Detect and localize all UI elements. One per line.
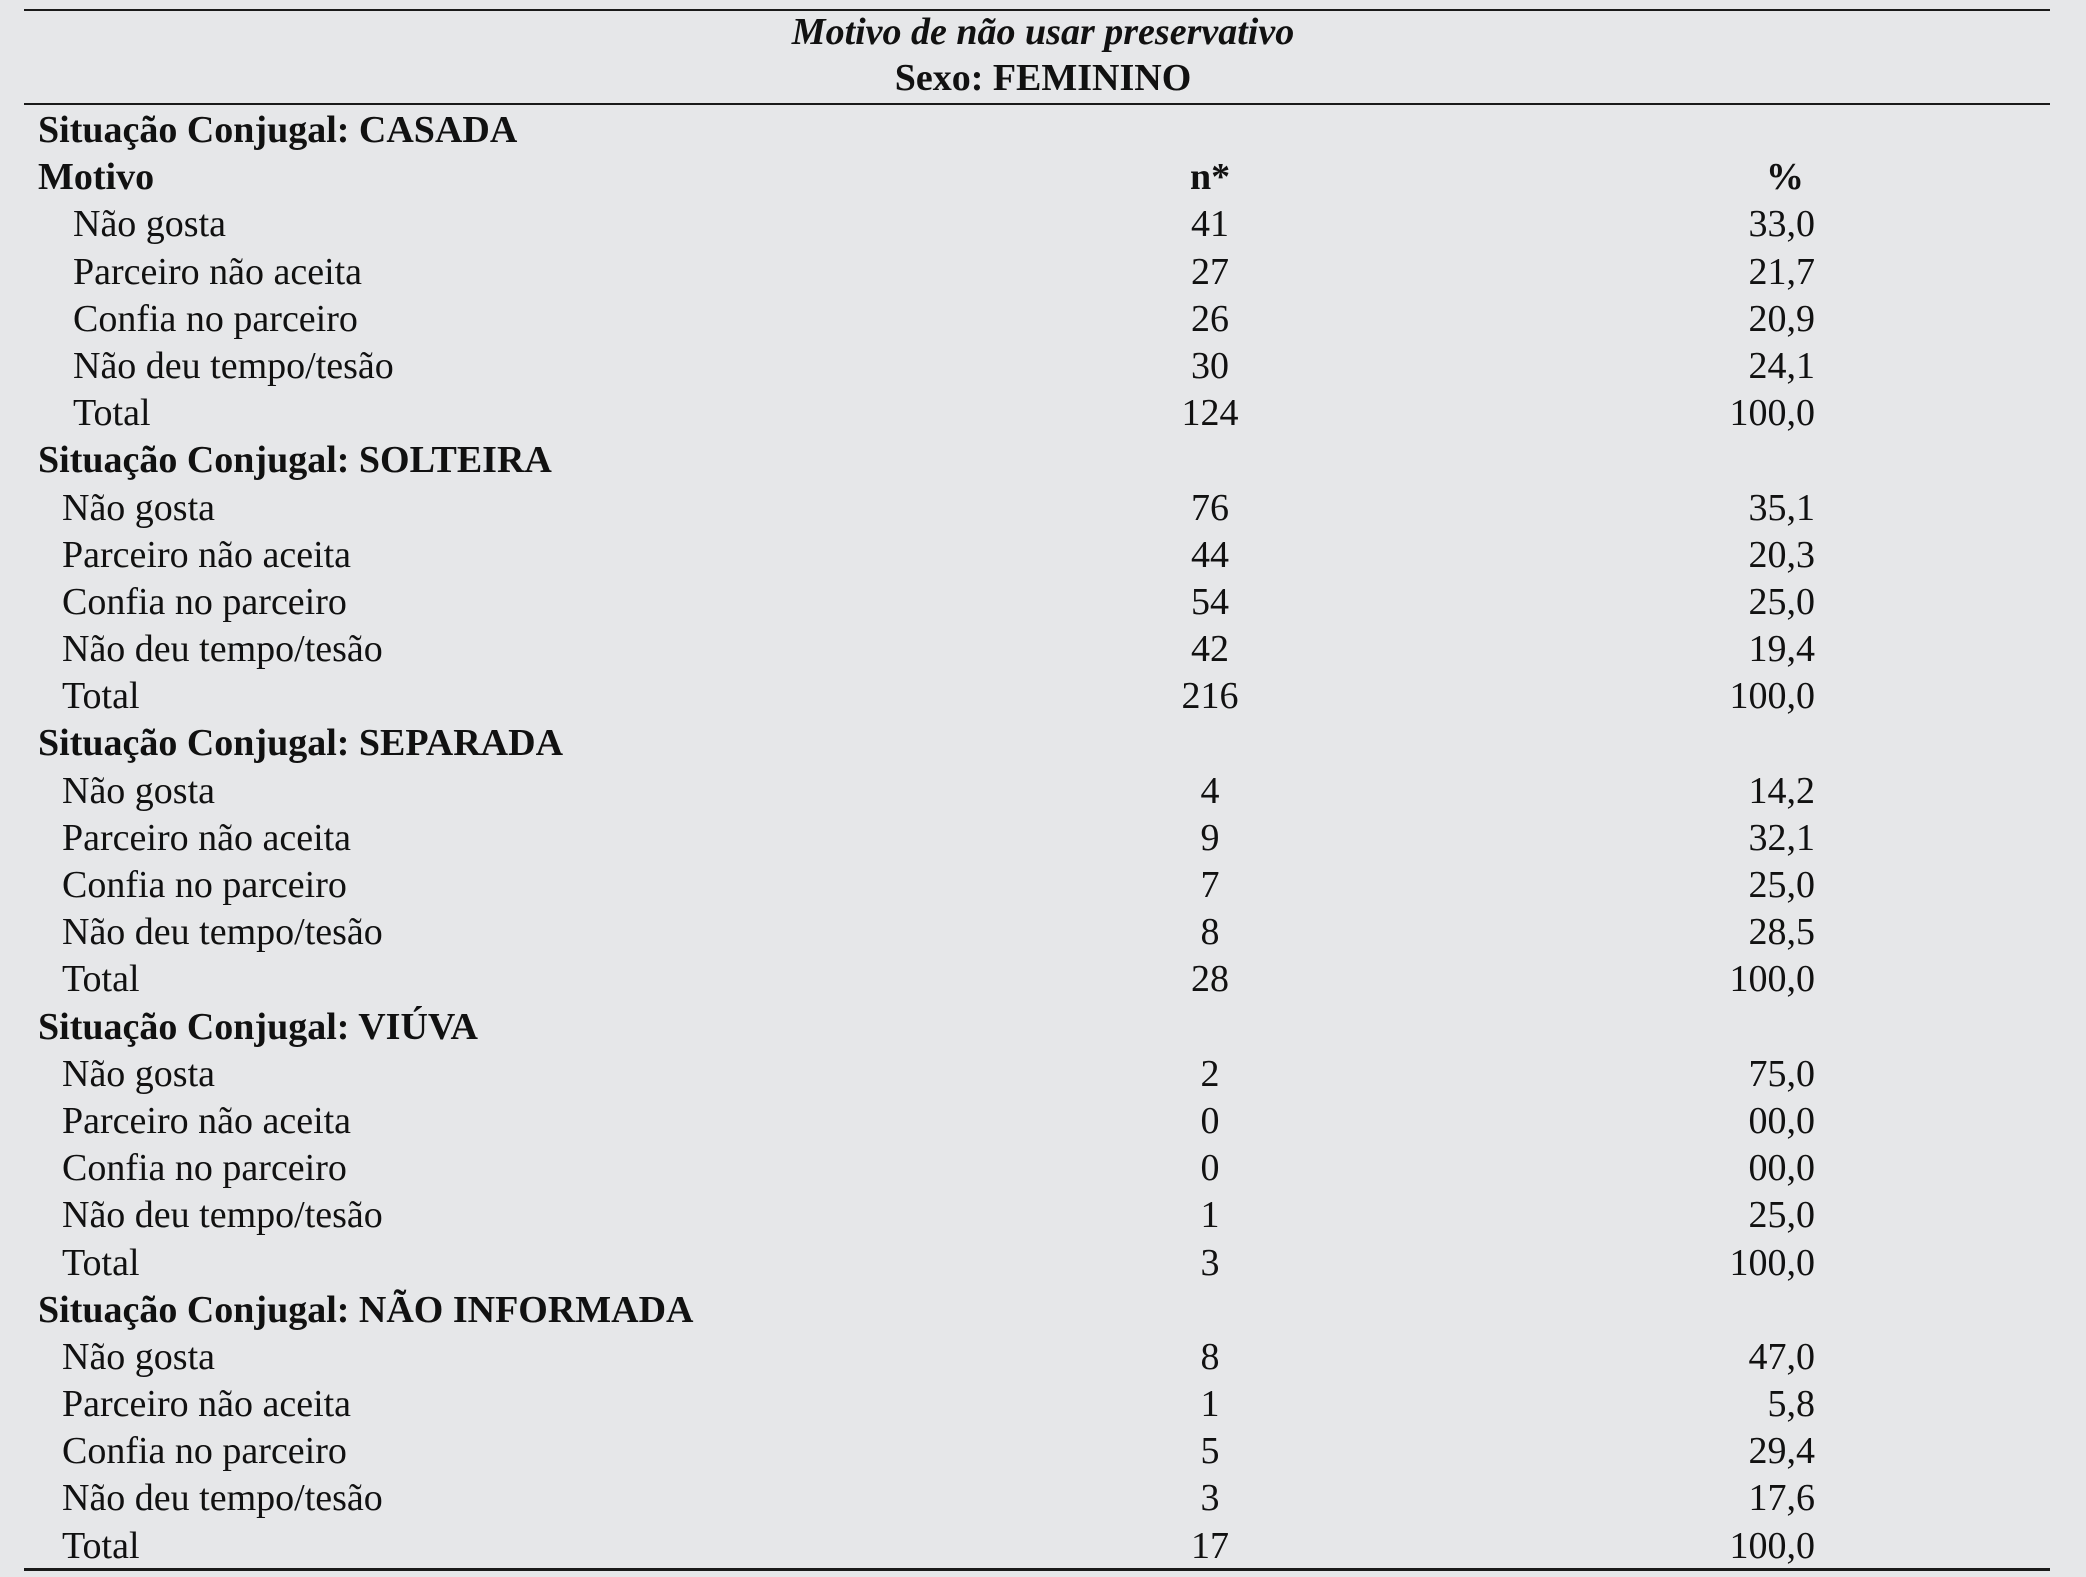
row-n-value-text: 1 xyxy=(1200,1194,1220,1237)
row-n-value-text: 17 xyxy=(1191,1524,1229,1567)
row-pct-value-text: 100,0 xyxy=(1729,392,1815,435)
row-pct-value-text: 33,0 xyxy=(1748,203,1815,246)
row-label-text: Total xyxy=(62,1524,140,1567)
row-pct-value-text: 00,0 xyxy=(1748,1147,1815,1190)
row-n-value-text: 5 xyxy=(1200,1430,1220,1473)
row-label xyxy=(62,1240,140,1287)
row-label-text: Parceiro não aceita xyxy=(62,533,352,576)
table-row xyxy=(0,909,2086,956)
row-pct-value-text: 29,4 xyxy=(1748,1430,1815,1473)
row-label-text: Total xyxy=(62,675,140,718)
row-label xyxy=(62,1475,383,1522)
table-row xyxy=(0,862,2086,909)
row-pct-value-text: 24,1 xyxy=(1748,344,1815,387)
group-heading-label: Situação Conjugal: CASADA xyxy=(38,109,518,151)
group-heading xyxy=(0,1287,2086,1334)
row-label-text: Não gosta xyxy=(62,1335,216,1378)
row-label xyxy=(62,485,215,532)
row-label-text: Confia no parceiro xyxy=(62,864,347,906)
row-pct-value-text: 47,0 xyxy=(1748,1335,1815,1378)
row-label-text: Confia no parceiro xyxy=(62,1430,347,1473)
row-n-value-text: 76 xyxy=(1191,486,1229,529)
row-pct-value-text: 17,6 xyxy=(1748,1477,1815,1520)
row-label-text: Não gosta xyxy=(73,203,227,246)
row-label-text: Total xyxy=(73,392,151,435)
row-label xyxy=(62,1098,351,1145)
row-n-value-text: 7 xyxy=(1200,864,1220,906)
group-heading-label: Situação Conjugal: NÃO INFORMADA xyxy=(38,1288,694,1331)
row-label-text: Total xyxy=(62,958,140,1001)
row-pct-value-text: 20,9 xyxy=(1748,297,1815,340)
table-row xyxy=(0,956,2086,1003)
row-label-text: Não deu tempo/tesão xyxy=(73,344,394,387)
row-label xyxy=(62,1334,215,1381)
group-heading-label: Situação Conjugal: SOLTEIRA xyxy=(38,439,552,482)
row-n-value-text: 216 xyxy=(1181,675,1239,718)
row-n-value-text: 1 xyxy=(1200,1383,1220,1426)
column-header-pct-text: % xyxy=(1766,156,1804,199)
table-bottom-rule xyxy=(24,1568,2050,1571)
row-n-value-text: 44 xyxy=(1191,533,1229,576)
table-row xyxy=(0,343,2086,390)
table-row xyxy=(0,1334,2086,1381)
group-heading xyxy=(0,437,2086,484)
row-pct-value-text: 100,0 xyxy=(1729,1241,1815,1284)
row-label xyxy=(62,532,351,579)
table-row xyxy=(0,1051,2086,1098)
table-row xyxy=(0,249,2086,296)
table-row xyxy=(0,1145,2086,1192)
row-label xyxy=(62,909,383,956)
row-n-value-text: 8 xyxy=(1200,1335,1220,1378)
row-label xyxy=(62,1428,347,1475)
row-label-text: Não deu tempo/tesão xyxy=(62,628,383,671)
table-row xyxy=(0,201,2086,248)
row-n-value-text: 9 xyxy=(1200,816,1220,859)
row-n-value-text: 42 xyxy=(1191,628,1229,671)
row-label-text: Não deu tempo/tesão xyxy=(62,1477,383,1520)
group-heading xyxy=(0,1004,2086,1051)
row-n-value-text: 30 xyxy=(1191,344,1229,387)
row-pct-value-text: 25,0 xyxy=(1748,1194,1815,1237)
row-pct-value-text: 35,1 xyxy=(1748,486,1815,529)
row-pct-value-text: 00,0 xyxy=(1748,1099,1815,1142)
row-n-value-text: 27 xyxy=(1191,250,1229,293)
row-n-value-text: 41 xyxy=(1191,203,1229,246)
row-label xyxy=(62,1381,351,1428)
row-label xyxy=(62,956,140,1003)
group-heading-label: Situação Conjugal: VIÚVA xyxy=(38,1005,478,1048)
row-n-value-text: 3 xyxy=(1200,1241,1220,1284)
table-subtitle: Sexo: FEMININO xyxy=(894,57,1192,99)
row-label-text: Não deu tempo/tesão xyxy=(62,911,383,954)
row-pct-value-text: 25,0 xyxy=(1748,864,1815,906)
row-n-value-text: 2 xyxy=(1200,1052,1220,1095)
row-pct-value-text: 100,0 xyxy=(1729,675,1815,718)
row-label-text: Não deu tempo/tesão xyxy=(62,1194,383,1237)
row-label xyxy=(62,626,383,673)
column-header-motivo xyxy=(38,154,154,201)
row-label xyxy=(62,673,140,720)
row-label-text: Não gosta xyxy=(62,769,216,812)
row-pct-value-text: 5,8 xyxy=(1767,1383,1815,1426)
row-pct-value-text: 100,0 xyxy=(1729,1524,1815,1567)
row-label xyxy=(62,815,351,862)
row-n-value-text: 0 xyxy=(1200,1147,1220,1190)
table-row xyxy=(0,1240,2086,1287)
row-label-text: Confia no parceiro xyxy=(62,580,347,623)
row-pct-value-text: 19,4 xyxy=(1748,628,1815,671)
row-n-value-text: 0 xyxy=(1200,1099,1220,1142)
table-row xyxy=(0,296,2086,343)
table-title: Motivo de não usar preservativo xyxy=(791,11,1295,53)
row-pct-value-text: 32,1 xyxy=(1748,816,1815,859)
table-row xyxy=(0,579,2086,626)
table-header-rule xyxy=(24,103,2050,105)
row-n-value-text: 124 xyxy=(1181,392,1239,435)
row-pct-value-text: 100,0 xyxy=(1729,958,1815,1001)
table-body xyxy=(0,107,2086,1570)
group-heading-label: Situação Conjugal: SEPARADA xyxy=(38,722,564,765)
column-header-row xyxy=(0,154,2086,201)
table-row xyxy=(0,1098,2086,1145)
row-n-value-text: 26 xyxy=(1191,297,1229,340)
row-label xyxy=(62,1523,140,1570)
row-label-text: Não gosta xyxy=(62,1052,216,1095)
table-row xyxy=(0,626,2086,673)
row-label xyxy=(62,768,215,815)
row-label-text: Não gosta xyxy=(62,486,216,529)
group-heading xyxy=(0,720,2086,767)
row-label-text: Parceiro não aceita xyxy=(62,1383,352,1426)
table-row xyxy=(0,485,2086,532)
row-label xyxy=(62,1145,347,1192)
row-n-value-text: 4 xyxy=(1200,769,1220,812)
row-pct-value-text: 14,2 xyxy=(1748,769,1815,812)
row-pct-value-text: 21,7 xyxy=(1748,250,1815,293)
table-row xyxy=(0,1192,2086,1239)
row-label-text: Parceiro não aceita xyxy=(62,816,352,859)
row-n-value-text: 28 xyxy=(1191,958,1229,1001)
column-header-motivo-text: Motivo xyxy=(38,156,155,199)
row-label-text: Parceiro não aceita xyxy=(62,1099,352,1142)
table-row xyxy=(0,673,2086,720)
row-label xyxy=(62,579,347,626)
row-label-text: Confia no parceiro xyxy=(73,297,358,340)
row-label xyxy=(62,862,347,909)
row-n-value-text: 8 xyxy=(1200,911,1220,954)
row-label xyxy=(73,296,358,343)
row-pct-value-text: 28,5 xyxy=(1748,911,1815,954)
row-label xyxy=(73,201,226,248)
row-n-value-text: 3 xyxy=(1200,1477,1220,1520)
row-pct-value-text: 75,0 xyxy=(1748,1052,1815,1095)
table-row xyxy=(0,1381,2086,1428)
row-n-value-text: 54 xyxy=(1191,580,1229,623)
row-label xyxy=(62,1192,383,1239)
row-pct-value-text: 20,3 xyxy=(1748,533,1815,576)
table-row xyxy=(0,815,2086,862)
table-row xyxy=(0,768,2086,815)
table-row xyxy=(0,1523,2086,1570)
row-label xyxy=(73,249,362,296)
row-label-text: Confia no parceiro xyxy=(62,1147,347,1190)
row-label-text: Total xyxy=(62,1241,140,1284)
row-label-text: Parceiro não aceita xyxy=(73,250,363,293)
table-row xyxy=(0,1475,2086,1522)
row-label xyxy=(62,1051,215,1098)
row-label xyxy=(73,390,151,437)
table-row xyxy=(0,390,2086,437)
group-heading xyxy=(0,107,2086,154)
row-label xyxy=(73,343,394,390)
column-header-n-text: n* xyxy=(1189,156,1231,199)
row-pct-value-text: 25,0 xyxy=(1748,580,1815,623)
table-row xyxy=(0,532,2086,579)
table-row xyxy=(0,1428,2086,1475)
